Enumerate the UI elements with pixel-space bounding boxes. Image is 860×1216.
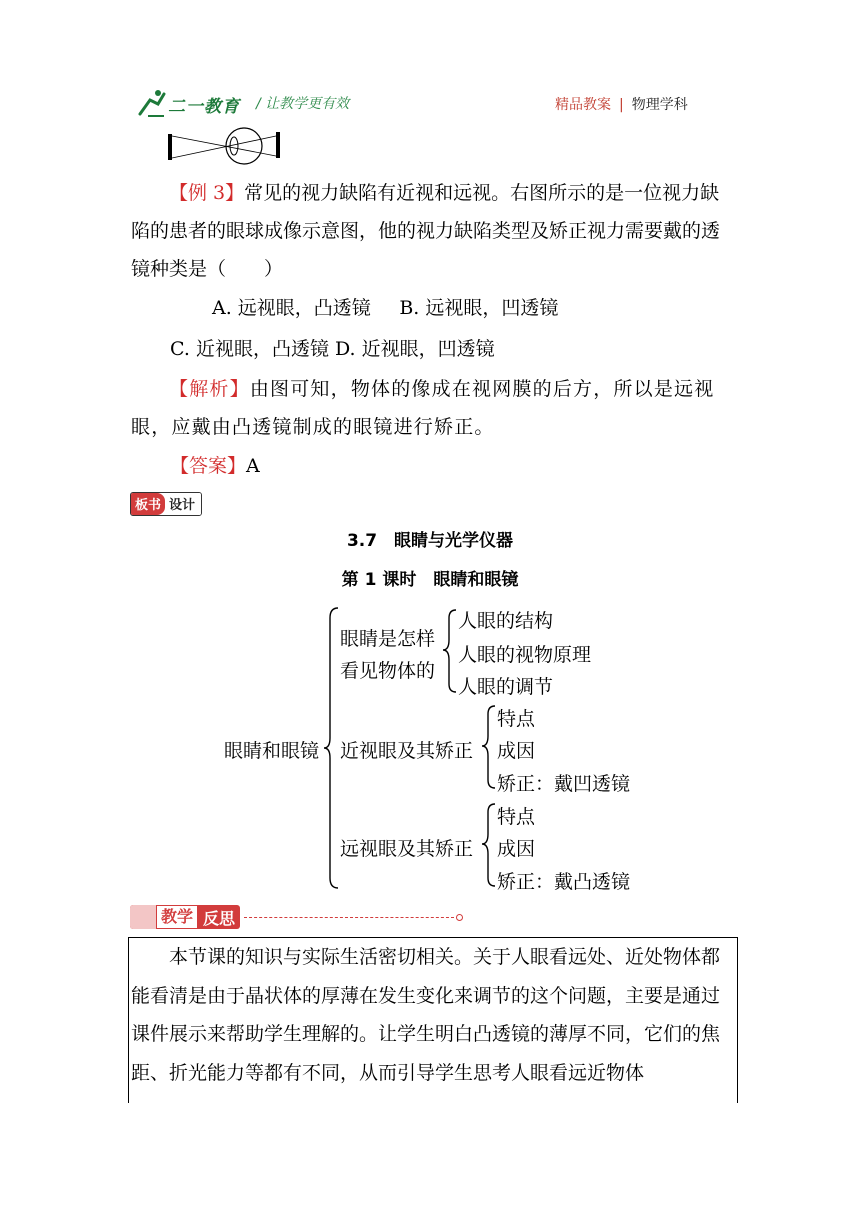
book-icon: [130, 905, 156, 929]
branch2-label: 近视眼及其矫正: [340, 740, 474, 762]
badge-right: 设计: [165, 493, 201, 515]
header-slogan: / 让教学更有效: [256, 96, 350, 112]
reflection-text: 本节课的知识与实际生活密切相关。关于人眼看远处、近处物体都能看清是由于晶状体的厚薄在发生变化来调节的这个问题，主要是通过课件展示来帮助学生理解的。让学生明白凸透镜的薄厚不同，它们的焦距、折光能力等都有不同，从而引导学生思考人眼看远近物体: [131, 946, 721, 1084]
answer-tag: 【答案】: [170, 455, 247, 477]
branch1-item: 人眼的调节: [458, 676, 554, 698]
header-subject: 物理学科: [631, 97, 688, 113]
branch2-item: 成因: [497, 740, 536, 762]
reflection-badge: [130, 905, 240, 929]
branch1-line1: 眼睛是怎样: [340, 628, 436, 650]
option-b: B. 远视眼，凹透镜: [399, 297, 559, 319]
branch3-item: 矫正：戴凸透镜: [497, 871, 631, 893]
analysis-tag: 【解析】: [169, 378, 250, 400]
reflection-label-b: 反思: [203, 908, 236, 928]
branch3-label: 远视眼及其矫正: [340, 838, 474, 860]
branch2-item: 矫正：戴凹透镜: [497, 773, 631, 795]
branch3-item: 成因: [497, 838, 536, 860]
divider-end-icon: [456, 914, 463, 921]
example-question-text: 常见的视力缺陷有近视和远视。右图所示的是一位视力缺陷的患者的眼球成像示意图，他的视力缺陷类型及矫正视力需要戴的透镜种类是（ ）: [131, 182, 721, 280]
reflection-label-a: 教学: [156, 905, 198, 929]
header-separator: |: [619, 97, 624, 113]
branch1-item: 人眼的视物原理: [458, 644, 592, 666]
header-right-label: 精品教案: [555, 97, 611, 113]
board-subtitle: 第 1 课时 眼睛和眼镜: [341, 570, 519, 590]
branch1-line2: 看见物体的: [340, 660, 436, 682]
example-tag: 【例 3】: [169, 182, 245, 204]
option-a: A. 远视眼，凸透镜: [212, 297, 371, 319]
answer-text: A: [246, 455, 260, 477]
tree-root: 眼睛和眼镜: [224, 740, 320, 762]
option-c: C. 近视眼，凸透镜: [170, 338, 329, 360]
badge-left: 板书: [131, 493, 165, 515]
divider: [244, 917, 454, 918]
branch3-item: 特点: [497, 806, 536, 828]
board-title: 3.7 眼睛与光学仪器: [346, 531, 514, 551]
reflection-header: [130, 905, 463, 929]
logo-text: 二一教育: [168, 97, 240, 117]
option-d: D. 近视眼，凹透镜: [335, 338, 495, 360]
branch2-item: 特点: [497, 708, 536, 730]
analysis-text: 由图可知，物体的像成在视网膜的后方，所以是远视眼，应戴由凸透镜制成的眼镜进行矫正。: [131, 378, 715, 438]
branch1-item: 人眼的结构: [458, 610, 554, 632]
